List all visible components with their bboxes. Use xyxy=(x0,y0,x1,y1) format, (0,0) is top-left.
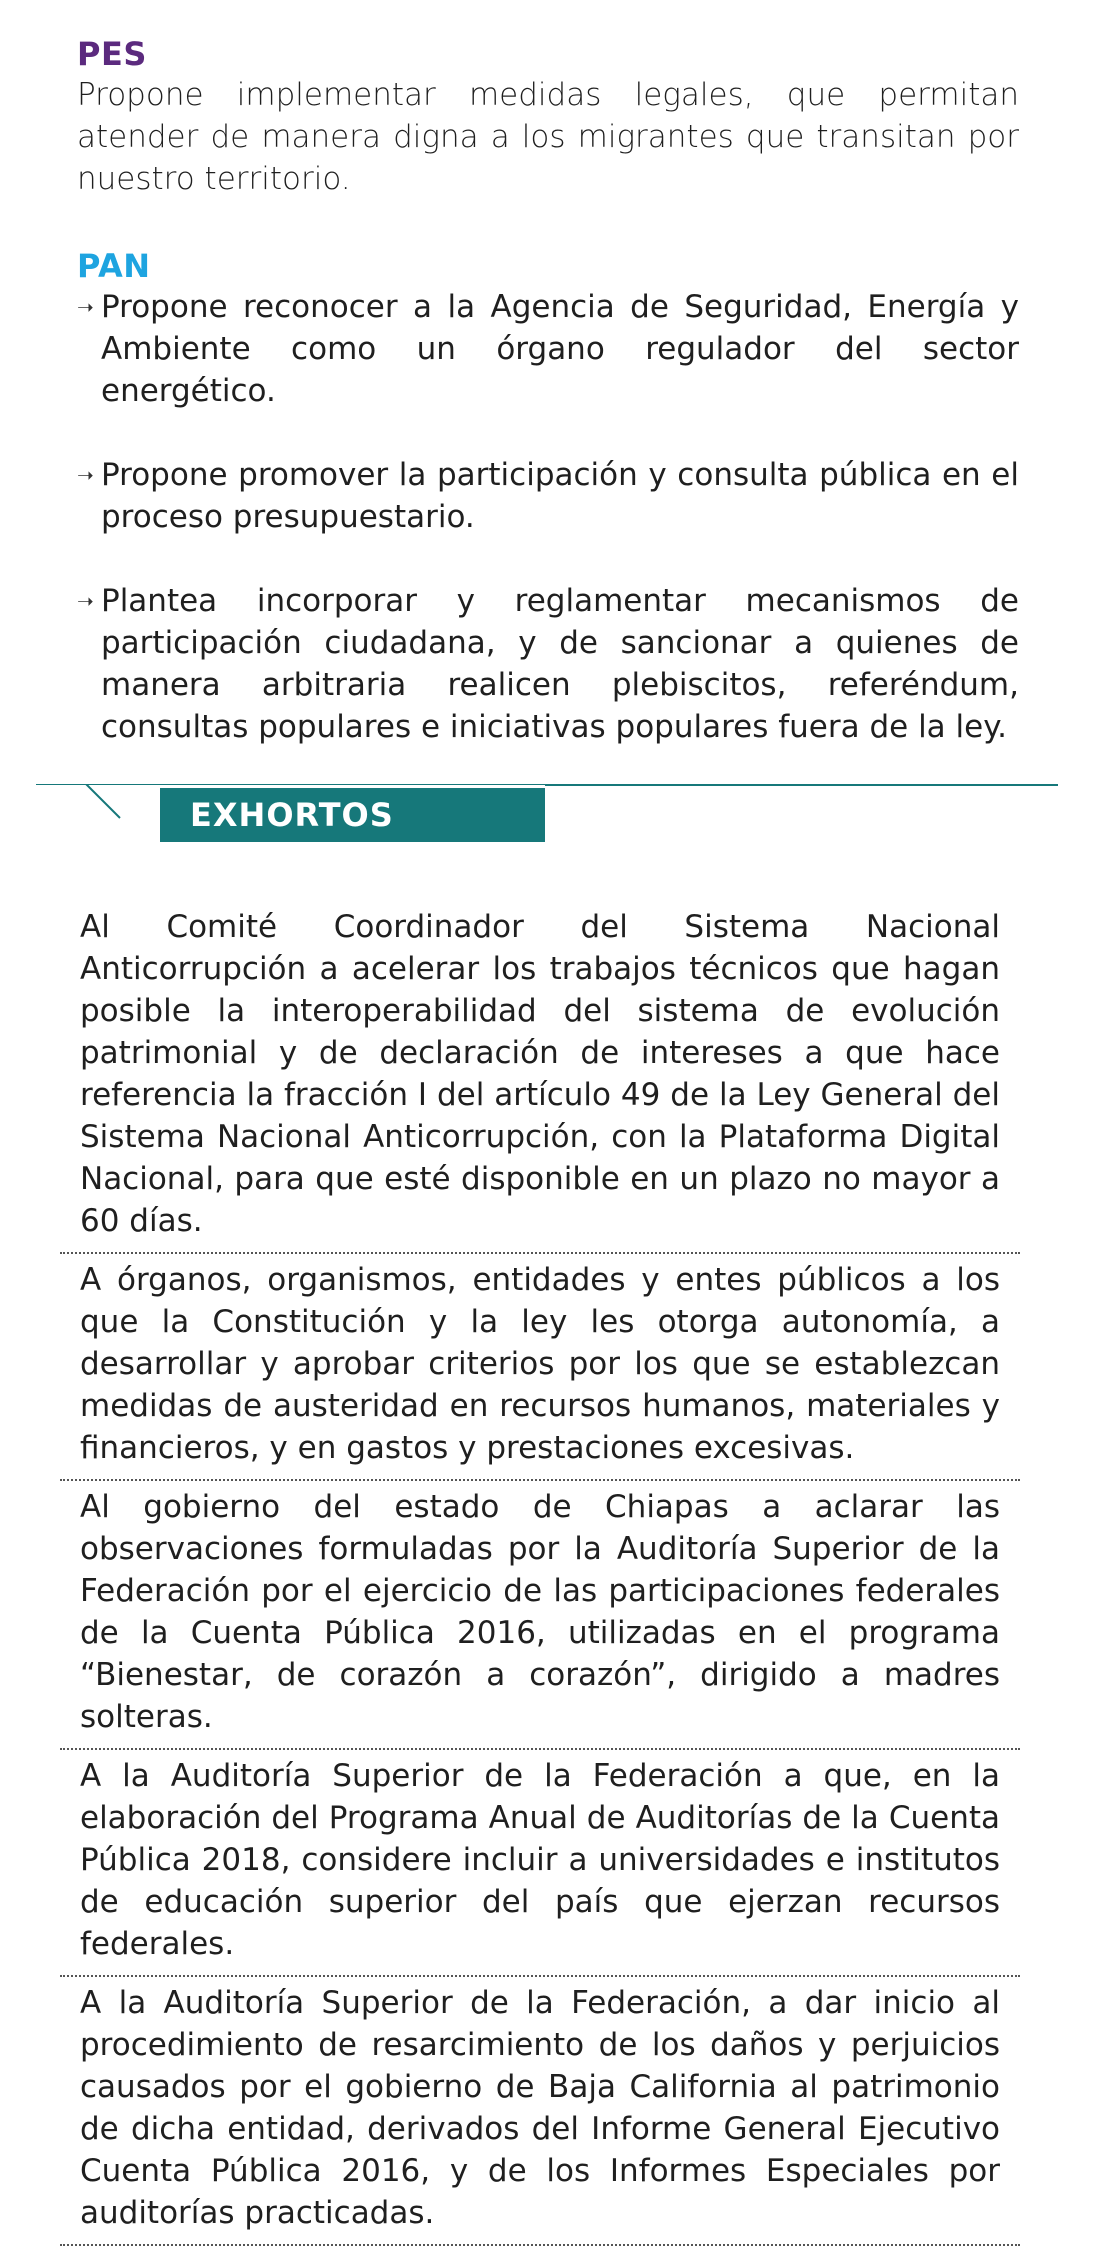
exhorto-item: A la Auditoría Superior de la Federación a que, en la elaboración del Programa Anual de Auditorías de la Cuenta Pública 2018, considere incluir a universidades e institutos de educación superior del país que ejerzan recursos federales. xyxy=(60,1750,1020,1977)
pan-proposal-text: Propone promover la participación y consulta pública en el proceso presupuestario. xyxy=(101,457,1019,535)
arrow-right-icon: ➝ xyxy=(77,295,94,319)
pan-proposal-item xyxy=(77,454,1019,538)
pan-proposal-text: Plantea incorporar y reglamentar mecanismos de participación ciudadana, y de sancionar a quienes de manera arbitraria realicen plebiscitos, referéndum, consultas populares e iniciativas populares fuera de la ley. xyxy=(101,583,1019,745)
exhorto-item: Al gobierno del estado de Chiapas a aclarar las observaciones formuladas por la Auditoría Superior de la Federación por el ejercicio de las participaciones federales de la Cuenta Pública 2016, utilizadas en el programa “Bienestar, de corazón a corazón”, dirigido a madres solteras. xyxy=(60,1481,1020,1750)
exhortos-list xyxy=(60,906,1020,2246)
pan-proposal-text: Propone reconocer a la Agencia de Seguridad, Energía y Ambiente como un órgano regulador del sector energético. xyxy=(101,289,1019,409)
pan-proposal-list xyxy=(77,286,1019,748)
arrow-right-icon: ➝ xyxy=(77,463,94,487)
exhorto-item: Al Comité Coordinador del Sistema Nacional Anticorrupción a acelerar los trabajos técnicos que hagan posible la interoperabilidad del sistema de evolución patrimonial y de declaración de intereses a que hace referencia la fracción I del artículo 49 de la Ley General del Sistema Nacional Anticorrupción, con la Plataforma Digital Nacional, para que esté disponible en un plazo no mayor a 60 días. xyxy=(60,906,1020,1254)
exhorto-item: A órganos, organismos, entidades y entes públicos a los que la Constitución y la ley les otorga autonomía, a desarrollar y aprobar criterios por los que se establezcan medidas de austeridad en recursos humanos, materiales y financieros, y en gastos y prestaciones excesivas. xyxy=(60,1254,1020,1481)
pes-party-name: PES xyxy=(77,35,147,73)
pan-proposal-item xyxy=(77,286,1019,412)
pan-party-name: PAN xyxy=(77,247,151,285)
pes-proposal-text: Propone implementar medidas legales, que permitan atender de manera digna a los migrantes que transitan por nuestro territorio. xyxy=(77,77,1019,197)
exhortos-section-header xyxy=(36,784,1058,844)
arrow-right-icon: ➝ xyxy=(77,589,94,613)
exhorto-item: A la Auditoría Superior de la Federación, a dar inicio al procedimiento de resarcimiento de los daños y perjuicios causados por el gobierno de Baja California al patrimonio de dicha entidad, derivados del Informe General Ejecutivo Cuenta Pública 2016, y de los Informes Especiales por auditorías practicadas. xyxy=(60,1977,1020,2246)
pes-section xyxy=(77,34,1019,200)
exhortos-title: EXHORTOS xyxy=(160,788,545,842)
pan-proposal-item xyxy=(77,580,1019,748)
pan-section xyxy=(77,246,1019,790)
